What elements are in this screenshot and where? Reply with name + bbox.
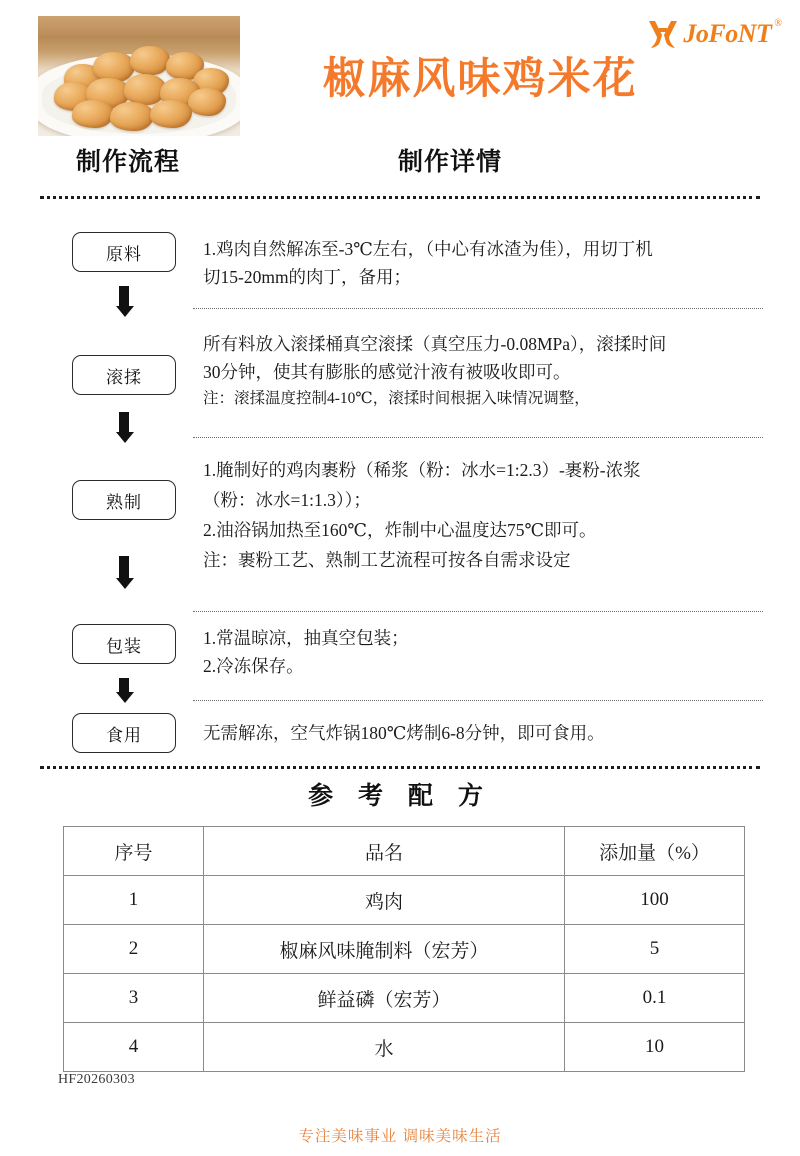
table-header-row — [64, 827, 745, 876]
detail-tumbling — [203, 330, 768, 412]
cell-name: 鲜益磷（宏芳） — [204, 974, 565, 1023]
flow-arrow-1 — [116, 286, 132, 317]
detail-text-line: （粉：冰水=1:1.3））； — [203, 490, 371, 510]
row-divider-3 — [193, 611, 763, 612]
nugget — [93, 52, 135, 82]
row-divider-4 — [193, 700, 763, 701]
detail-text-line: 30分钟，使其有膨胀的感觉汁液有被吸收即可。 — [203, 362, 571, 382]
flow-arrow-2 — [116, 412, 132, 443]
flow-arrow-4 — [116, 678, 132, 703]
detail-text-line: 1.鸡肉自然解冻至-3℃左右，（中心有冰渣为佳），用切丁机 — [203, 239, 653, 259]
divider-top — [40, 196, 760, 199]
detail-raw-material — [203, 235, 768, 291]
column-header-name: 品名 — [204, 827, 565, 876]
cell-index: 2 — [64, 925, 204, 974]
table-row — [64, 876, 745, 925]
formula-table — [63, 826, 745, 1072]
flow-step-serving[interactable]: 食用 — [72, 713, 176, 753]
flow-step-tumbling[interactable]: 滚揉 — [72, 355, 176, 395]
jofont-logo-mark — [646, 18, 680, 50]
detail-note-line: 注：滚揉温度控制4-10℃，滚揉时间根据入味情况调整， — [203, 390, 590, 407]
table-row — [64, 925, 745, 974]
nugget — [188, 88, 226, 116]
cell-name: 水 — [204, 1023, 565, 1072]
detail-cooking — [203, 455, 768, 575]
flow-column-heading: 制作流程 — [75, 148, 180, 176]
detail-text-line: 切15-20mm的肉丁，备用； — [203, 267, 412, 287]
cell-index: 1 — [64, 876, 204, 925]
detail-text-line: 无需解冻，空气炸锅180℃烤制6-8分钟，即可食用。 — [203, 723, 605, 743]
flow-step-packaging[interactable]: 包装 — [72, 624, 176, 664]
column-header-amount: 添加量（%） — [565, 827, 745, 876]
nugget — [130, 46, 170, 75]
detail-serving — [203, 719, 768, 747]
detail-column-heading: 制作详情 — [397, 148, 502, 176]
detail-text-line: 2.油浴锅加热至160℃，炸制中心温度达75℃即可。 — [203, 520, 597, 540]
nugget — [110, 102, 154, 131]
table-row — [64, 1023, 745, 1072]
detail-text-line: 所有料放入滚揉桶真空滚揉（真空压力-0.08MPa），滚揉时间 — [203, 334, 667, 354]
flow-step-raw-material[interactable]: 原料 — [72, 232, 176, 272]
flow-step-cooking[interactable]: 熟制 — [72, 480, 176, 520]
detail-packaging — [203, 624, 768, 680]
table-row — [64, 974, 745, 1023]
footer-tagline: 专注美味事业 调味美味生活 — [298, 1128, 502, 1145]
flow-arrow-3 — [116, 556, 132, 589]
cell-amount: 5 — [565, 925, 745, 974]
document-code: HF20260303 — [58, 1072, 135, 1087]
nugget — [150, 100, 192, 128]
logo-wordmark: JoFoNT — [683, 19, 772, 48]
formula-section-title: 参 考 配 方 — [308, 782, 492, 810]
cell-amount: 0.1 — [565, 974, 745, 1023]
cell-name: 鸡肉 — [204, 876, 565, 925]
cell-index: 3 — [64, 974, 204, 1023]
column-header-index: 序号 — [64, 827, 204, 876]
detail-text-line: 1.腌制好的鸡肉裹粉（稀浆（粉：冰水=1:2.3）-裹粉-浓浆 — [203, 460, 641, 480]
cell-index: 4 — [64, 1023, 204, 1072]
divider-bottom — [40, 766, 760, 769]
registered-trademark-icon: ® — [774, 18, 782, 29]
brand-logo — [646, 14, 782, 54]
cell-amount: 10 — [565, 1023, 745, 1072]
detail-text-line: 1.常温晾凉，抽真空包装； — [203, 628, 409, 648]
row-divider-2 — [193, 437, 763, 438]
nugget — [72, 100, 114, 128]
cell-amount: 100 — [565, 876, 745, 925]
page-header — [0, 0, 800, 142]
cell-name: 椒麻风味腌制料（宏芳） — [204, 925, 565, 974]
row-divider-1 — [193, 308, 763, 309]
product-photo — [38, 16, 240, 136]
detail-note-line: 注：裹粉工艺、熟制工艺流程可按各自需求设定 — [203, 550, 571, 570]
detail-text-line: 2.冷冻保存。 — [203, 656, 304, 676]
page-title: 椒麻风味鸡米花 — [322, 56, 638, 103]
